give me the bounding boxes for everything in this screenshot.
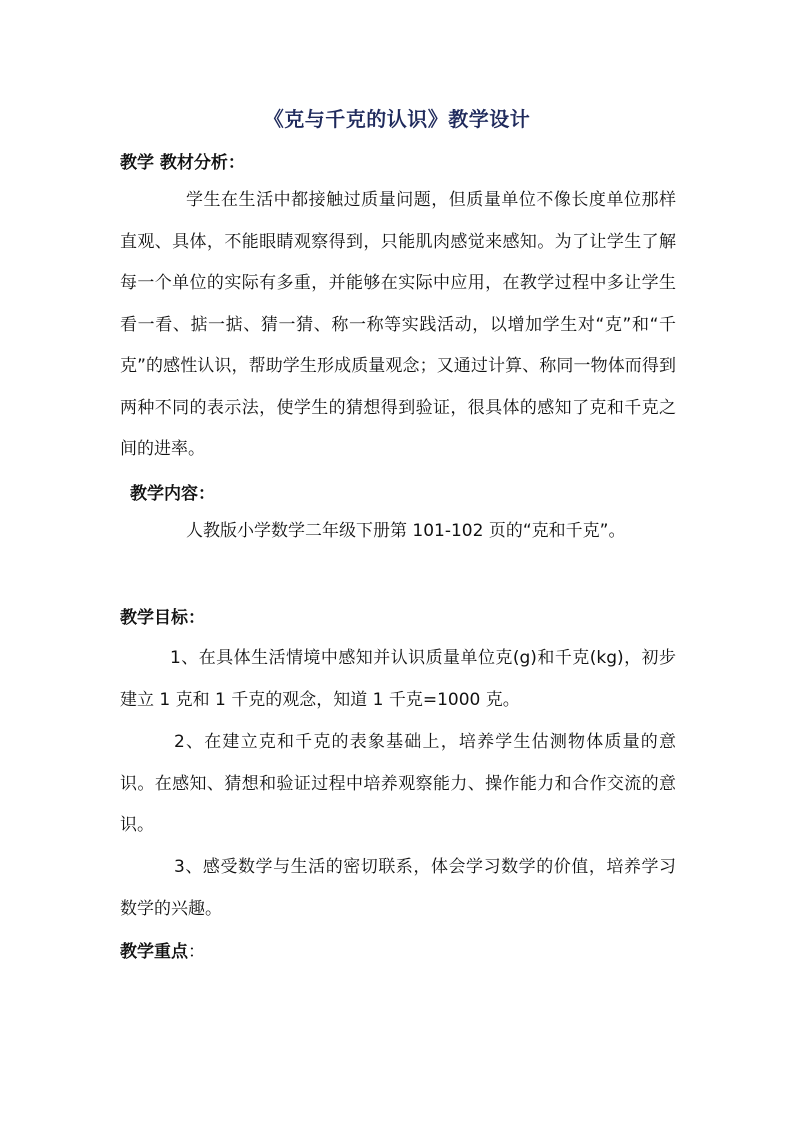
heading-teaching-key-points <box>120 939 676 965</box>
goal-item-1: 1、在具体生活情境中感知并认识质量单位克(g)和千克(kg)，初步建立 1 克和 1 千克的观念，知道 1 千克=1000 克。 <box>120 648 676 710</box>
goal-item-3: 3、感受数学与生活的密切联系，体会学习数学的价值，培养学习数学的兴趣。 <box>120 857 676 919</box>
heading-key-points-label: 教学重点 <box>120 942 188 962</box>
paragraph-material-analysis: 学生在生活中都接触过质量问题，但质量单位不像长度单位那样直观、具体，不能眼睛观察得到，只能肌肉感觉来感知。为了让学生了解每一个单位的实际有多重，并能够在实际中应用，在教学过程中多让学生看一看、掂一掂、猜一猜、称一称等实践活动，以增加学生对“克”和“千克”的感性认识，帮助学生形成质量观念；又通过计算、称同一物体而得到两种不同的表示法，使学生的猜想得到验证，很具体的感知了克和千克之间的进率。 <box>120 190 676 459</box>
goal-item-2: 2、在建立克和千克的表象基础上，培养学生估测物体质量的意识。在感知、猜想和验证过程中培养观察能力、操作能力和合作交流的意识。 <box>120 732 676 835</box>
heading-teaching-goals: 教学目标： <box>120 608 205 628</box>
heading-teaching-content: 教学内容： <box>130 484 215 504</box>
document-title: 《克与千克的认识》教学设计 <box>263 107 531 131</box>
heading-key-points-colon: ： <box>188 942 205 962</box>
paragraph-teaching-content: 人教版小学数学二年级下册第 101-102 页的“克和千克”。 <box>186 521 626 541</box>
heading-material-analysis: 教学 教材分析： <box>120 153 245 173</box>
